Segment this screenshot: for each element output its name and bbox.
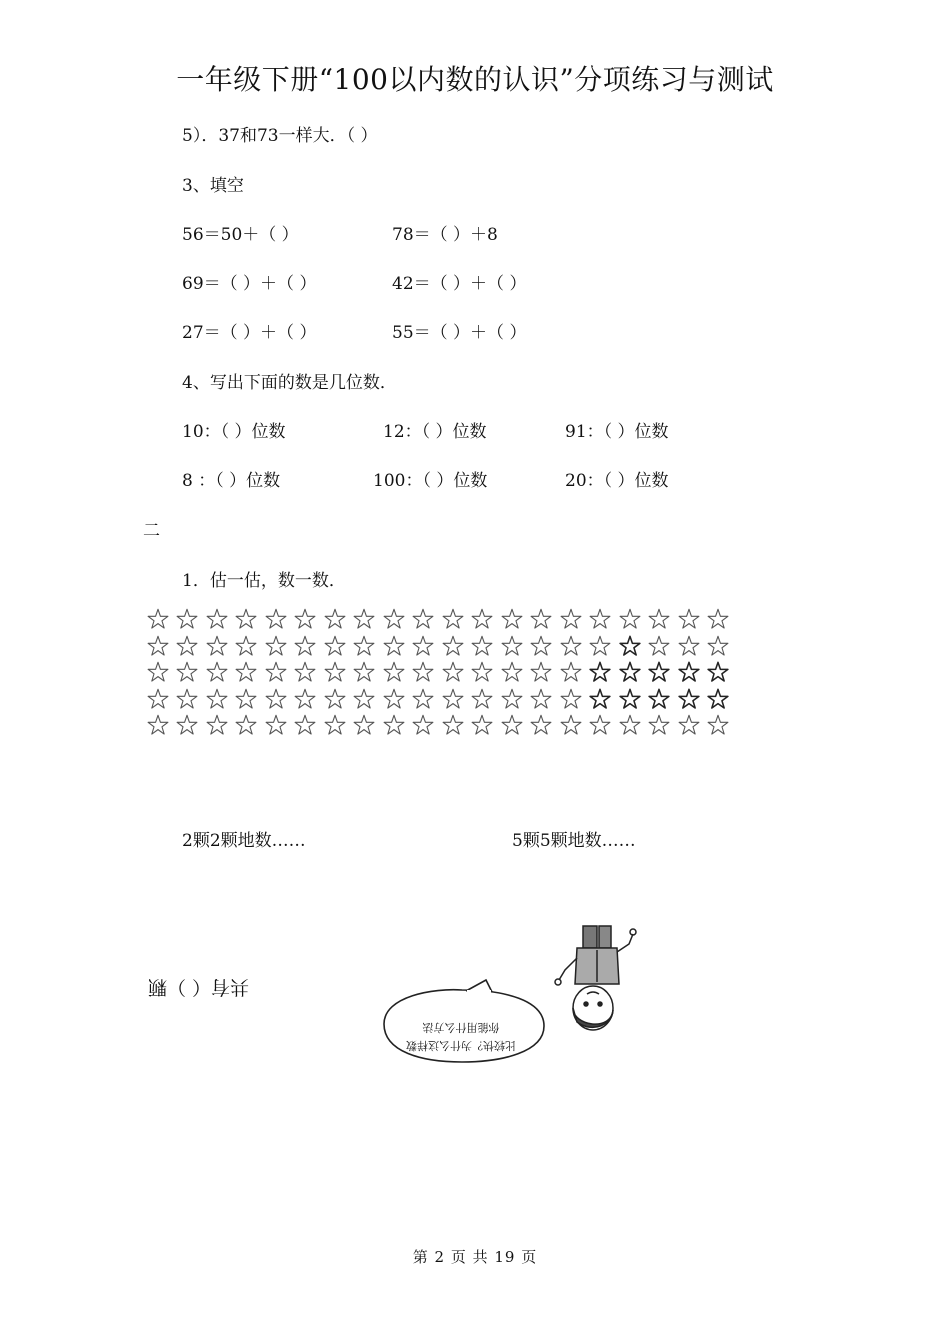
star-icon <box>674 633 704 659</box>
star-icon <box>379 606 409 632</box>
star-icon <box>409 712 439 738</box>
fill-blank-78: 78＝（ ）＋8 <box>392 225 498 245</box>
star-icon <box>173 659 203 685</box>
digits-item-8: 8 ：（ ）位数 <box>182 471 281 491</box>
star-icon <box>143 659 173 685</box>
star-icon <box>320 606 350 632</box>
star-row <box>143 712 735 739</box>
fill-blank-69: 69＝（ ）＋（ ） <box>182 274 317 294</box>
star-icon <box>202 606 232 632</box>
star-icon <box>704 606 734 632</box>
star-icon <box>615 686 645 712</box>
fill-blank-42: 42＝（ ）＋（ ） <box>392 274 527 294</box>
star-icon <box>350 686 380 712</box>
star-icon <box>438 712 468 738</box>
star-icon <box>202 659 232 685</box>
star-icon <box>409 686 439 712</box>
star-icon <box>556 633 586 659</box>
star-icon <box>291 659 321 685</box>
star-icon <box>527 633 557 659</box>
star-icon <box>261 606 291 632</box>
star-icon <box>350 633 380 659</box>
star-icon <box>320 633 350 659</box>
judge-item-5: 5）．37和73一样大．（ ） <box>182 126 378 146</box>
star-icon <box>468 659 498 685</box>
star-icon <box>615 659 645 685</box>
star-icon <box>261 686 291 712</box>
star-icon <box>586 712 616 738</box>
star-icon <box>291 606 321 632</box>
star-icon <box>291 633 321 659</box>
star-icon <box>409 606 439 632</box>
section-3-heading: 3、填空 <box>182 176 244 196</box>
star-icon <box>202 712 232 738</box>
star-icon <box>497 606 527 632</box>
star-icon <box>645 686 675 712</box>
star-row <box>143 606 735 633</box>
star-icon <box>704 712 734 738</box>
star-icon <box>232 606 262 632</box>
star-icon <box>232 712 262 738</box>
star-icon <box>291 712 321 738</box>
star-icon <box>674 686 704 712</box>
star-icon <box>527 686 557 712</box>
fill-blank-27: 27＝（ ）＋（ ） <box>182 323 317 343</box>
star-icon <box>586 606 616 632</box>
star-icon <box>350 606 380 632</box>
star-row <box>143 659 735 686</box>
question-1-estimate-count: 1．估一估，数一数． <box>182 571 346 591</box>
star-icon <box>556 659 586 685</box>
star-icon <box>468 712 498 738</box>
star-icon <box>615 633 645 659</box>
star-icon <box>438 606 468 632</box>
star-icon <box>438 633 468 659</box>
star-icon <box>350 659 380 685</box>
star-icon <box>261 633 291 659</box>
star-icon <box>320 659 350 685</box>
star-icon <box>202 686 232 712</box>
star-icon <box>143 633 173 659</box>
count-by-5-label: 5颗5颗地数…… <box>512 831 636 851</box>
digits-item-91: 91：（ ）位数 <box>565 422 669 442</box>
star-icon <box>173 712 203 738</box>
star-icon <box>497 633 527 659</box>
page-title: 一年级下册“100以内数的认识”分项练习与测试 <box>176 63 774 96</box>
section-4-heading: 4、写出下面的数是几位数． <box>182 373 397 393</box>
digits-item-12: 12：（ ）位数 <box>383 422 487 442</box>
star-icon <box>438 686 468 712</box>
star-icon <box>497 712 527 738</box>
fill-blank-55: 55＝（ ）＋（ ） <box>392 323 527 343</box>
star-icon <box>143 606 173 632</box>
star-icon <box>645 659 675 685</box>
star-icon <box>232 633 262 659</box>
fill-blank-56: 56＝50＋（ ） <box>182 225 299 245</box>
boy-illustration <box>553 922 639 1038</box>
star-icon <box>556 712 586 738</box>
star-icon <box>409 633 439 659</box>
digits-item-100: 100：（ ）位数 <box>373 471 488 491</box>
star-icon <box>320 712 350 738</box>
star-icon <box>556 606 586 632</box>
star-icon <box>527 712 557 738</box>
speech-bubble-text <box>386 1018 536 1054</box>
star-icon <box>615 712 645 738</box>
star-icon <box>704 659 734 685</box>
star-icon <box>527 606 557 632</box>
star-grid <box>143 606 735 739</box>
star-icon <box>379 686 409 712</box>
star-icon <box>173 606 203 632</box>
part-2-label: 二 <box>143 521 160 541</box>
total-stars-answer-blank: 共有（ ）颗 <box>148 976 250 998</box>
star-icon <box>586 633 616 659</box>
star-icon <box>379 659 409 685</box>
star-icon <box>674 606 704 632</box>
star-icon <box>173 633 203 659</box>
star-icon <box>527 659 557 685</box>
star-icon <box>143 686 173 712</box>
star-icon <box>704 633 734 659</box>
star-icon <box>143 712 173 738</box>
star-icon <box>645 606 675 632</box>
star-icon <box>261 712 291 738</box>
star-icon <box>468 686 498 712</box>
star-icon <box>556 686 586 712</box>
count-by-2-label: 2颗2颗地数…… <box>182 831 306 851</box>
star-icon <box>438 659 468 685</box>
star-icon <box>173 686 203 712</box>
speech-line-1: 比较快？为什么这样数 <box>406 1039 516 1052</box>
star-icon <box>320 686 350 712</box>
speech-line-2: 你能用什么方法 <box>422 1021 500 1034</box>
star-row <box>143 633 735 660</box>
digits-item-20: 20：（ ）位数 <box>565 471 669 491</box>
star-icon <box>497 659 527 685</box>
star-icon <box>645 633 675 659</box>
star-icon <box>497 686 527 712</box>
star-icon <box>350 712 380 738</box>
star-icon <box>202 633 232 659</box>
star-icon <box>468 633 498 659</box>
star-icon <box>645 712 675 738</box>
page-footer: 第 2 页 共 19 页 <box>412 1248 538 1266</box>
star-row <box>143 686 735 713</box>
star-icon <box>379 633 409 659</box>
star-icon <box>409 659 439 685</box>
digits-item-10: 10：（ ）位数 <box>182 422 286 442</box>
star-icon <box>232 659 262 685</box>
star-icon <box>586 686 616 712</box>
star-icon <box>261 659 291 685</box>
star-icon <box>468 606 498 632</box>
star-icon <box>232 686 262 712</box>
star-icon <box>615 606 645 632</box>
star-icon <box>674 712 704 738</box>
star-icon <box>586 659 616 685</box>
star-icon <box>379 712 409 738</box>
star-icon <box>674 659 704 685</box>
star-icon <box>704 686 734 712</box>
star-icon <box>291 686 321 712</box>
